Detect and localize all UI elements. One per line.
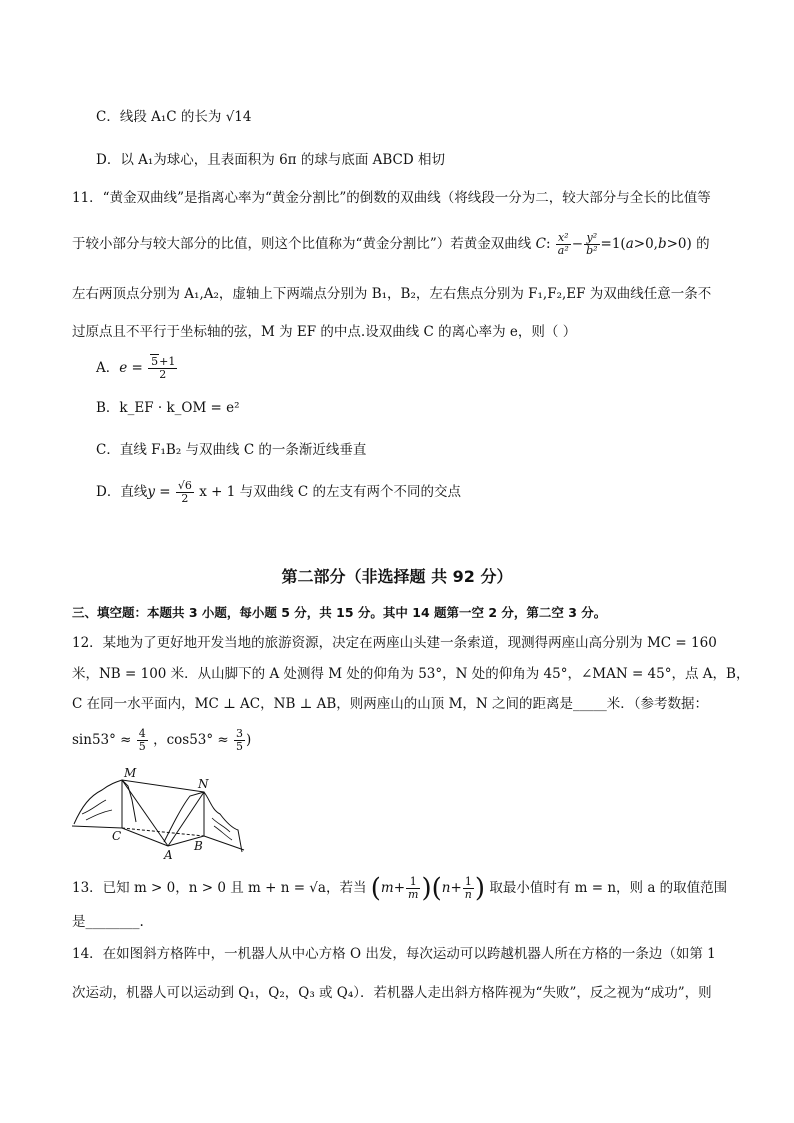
q11-line-2-text: 于较小部分与较大部分的比值，则这个比值称为“黄金分割比”）若黄金双曲线 [72,236,532,252]
q11-option-d-text: x + 1 与双曲线 C 的左支有两个不同的交点 [199,484,461,500]
q11-option-d-label: D．直线 [96,484,148,500]
segment-mn [122,780,204,792]
segment-ca [122,828,168,846]
part-two-title: 第二部分（非选择题 共 92 分） [281,567,513,586]
mountain-cable-figure [72,766,247,860]
q12-line-2: 米，NB = 100 米．从山脚下的 A 处测得 M 处的仰角为 53°，N 处的仰角为 45°，∠MAN = 45°，点 A，B， [72,666,750,682]
sin-reference: sin53° ≈ [72,732,132,748]
figure-label-n: N [198,777,209,791]
q14-line-2: 次运动，机器人可以运动到 Q₁，Q₂，Q₃ 或 Q₄）．若机器人走出斜方格阵视为“失败”，反之视为“成功”，则 [72,985,712,1001]
figure-label-a: A [164,848,173,860]
q11-option-c: C．直线 F₁B₂ 与双曲线 C 的一条渐近线垂直 [96,442,367,458]
q11-line-2-end: 的 [696,236,710,252]
q11-line-4: 过原点且不平行于坐标轴的弦，M 为 EF 的中点.设双曲线 C 的离心率为 e，则（ ） [72,324,577,340]
q11-option-d: D．直线y = $\frac{√6}{2}$ x + 1 与双曲线 C 的左支有两个不同的交点 [96,479,461,505]
q11-option-a: A．e = $\frac{5+1}{2}$ [96,355,176,381]
q13-line-2: 是________. [72,914,144,930]
fill-in-instructions: 三、填空题：本题共 3 小题，每小题 5 分，共 15 分。其中 14 题第一空 2 分，第二空 3 分。 [72,605,607,620]
q14-line-1: 14．在如图斜方格阵中，一机器人从中心方格 O 出发，每次运动可以跨越机器人所在方格的一条边（如第 1 [72,946,716,962]
q11-option-b: B．k_EF · k_OM = e² [96,400,240,416]
q11-option-a-label: A． [96,360,120,376]
ground-left [72,826,122,828]
q13-line-1: 13．已知 m > 0，n > 0 且 m + n = √a，若当 (m+ $\frac{1}{m}$ )(n+ $\frac{1}{n}$ ) 取最小值时有 m = n，则 a 的取值范围 [72,873,728,904]
ground-right [204,836,244,850]
cos-reference: ，cos53° ≈ [153,732,229,748]
hyperbola-equation: C: $\frac{\text{x²}}{\text{a²}}$ − $\frac{\text{y²}}{\text{b²}}$ =1(a>0,b>0) [535,231,692,257]
q10-option-c: C．线段 A₁C 的长为 √14 [96,109,252,125]
q12-line-3: C 在同一水平面内，MC ⊥ AC，NB ⊥ AB，则两座山的山顶 M，N 之间的距离是_____米．（参考数据： [72,696,709,712]
q12-line-4: sin53° ≈ $\frac{4}{5}$ ，cos53° ≈ $\frac{3}{5}$ ) [72,727,252,753]
q10-option-d: D．以 A₁为球心，且表面积为 6π 的球与底面 ABCD 相切 [96,152,445,168]
q13-line-1-start: 13．已知 m > 0，n > 0 且 m + n = √a，若当 [72,880,367,896]
figure-label-m: M [124,766,137,780]
q12-line-1: 12．某地为了更好地开发当地的旅游资源，决定在两座山头建一条索道，现测得两座山高分别为 MC = 160 [72,635,717,651]
q11-line-1: 11．“黄金双曲线”是指离心率为“黄金分割比”的倒数的双曲线（将线段一分为二，较大部分与全长的比值等 [72,190,711,206]
right-mountain-outline [164,792,242,852]
segment-ma [122,780,168,846]
right-mountain-shading [212,818,232,840]
segment-cb [122,828,204,836]
q11-line-2 [72,232,710,257]
q13-line-1-end: 取最小值时有 m = n，则 a 的取值范围 [489,880,728,896]
figure-label-c: C [112,829,122,843]
figure-label-b: B [194,839,203,853]
q11-line-3: 左右两顶点分别为 A₁,A₂，虚轴上下两端点分别为 B₁，B₂，左右焦点分别为 F₁,F₂,EF 为双曲线任意一条不 [72,286,712,302]
